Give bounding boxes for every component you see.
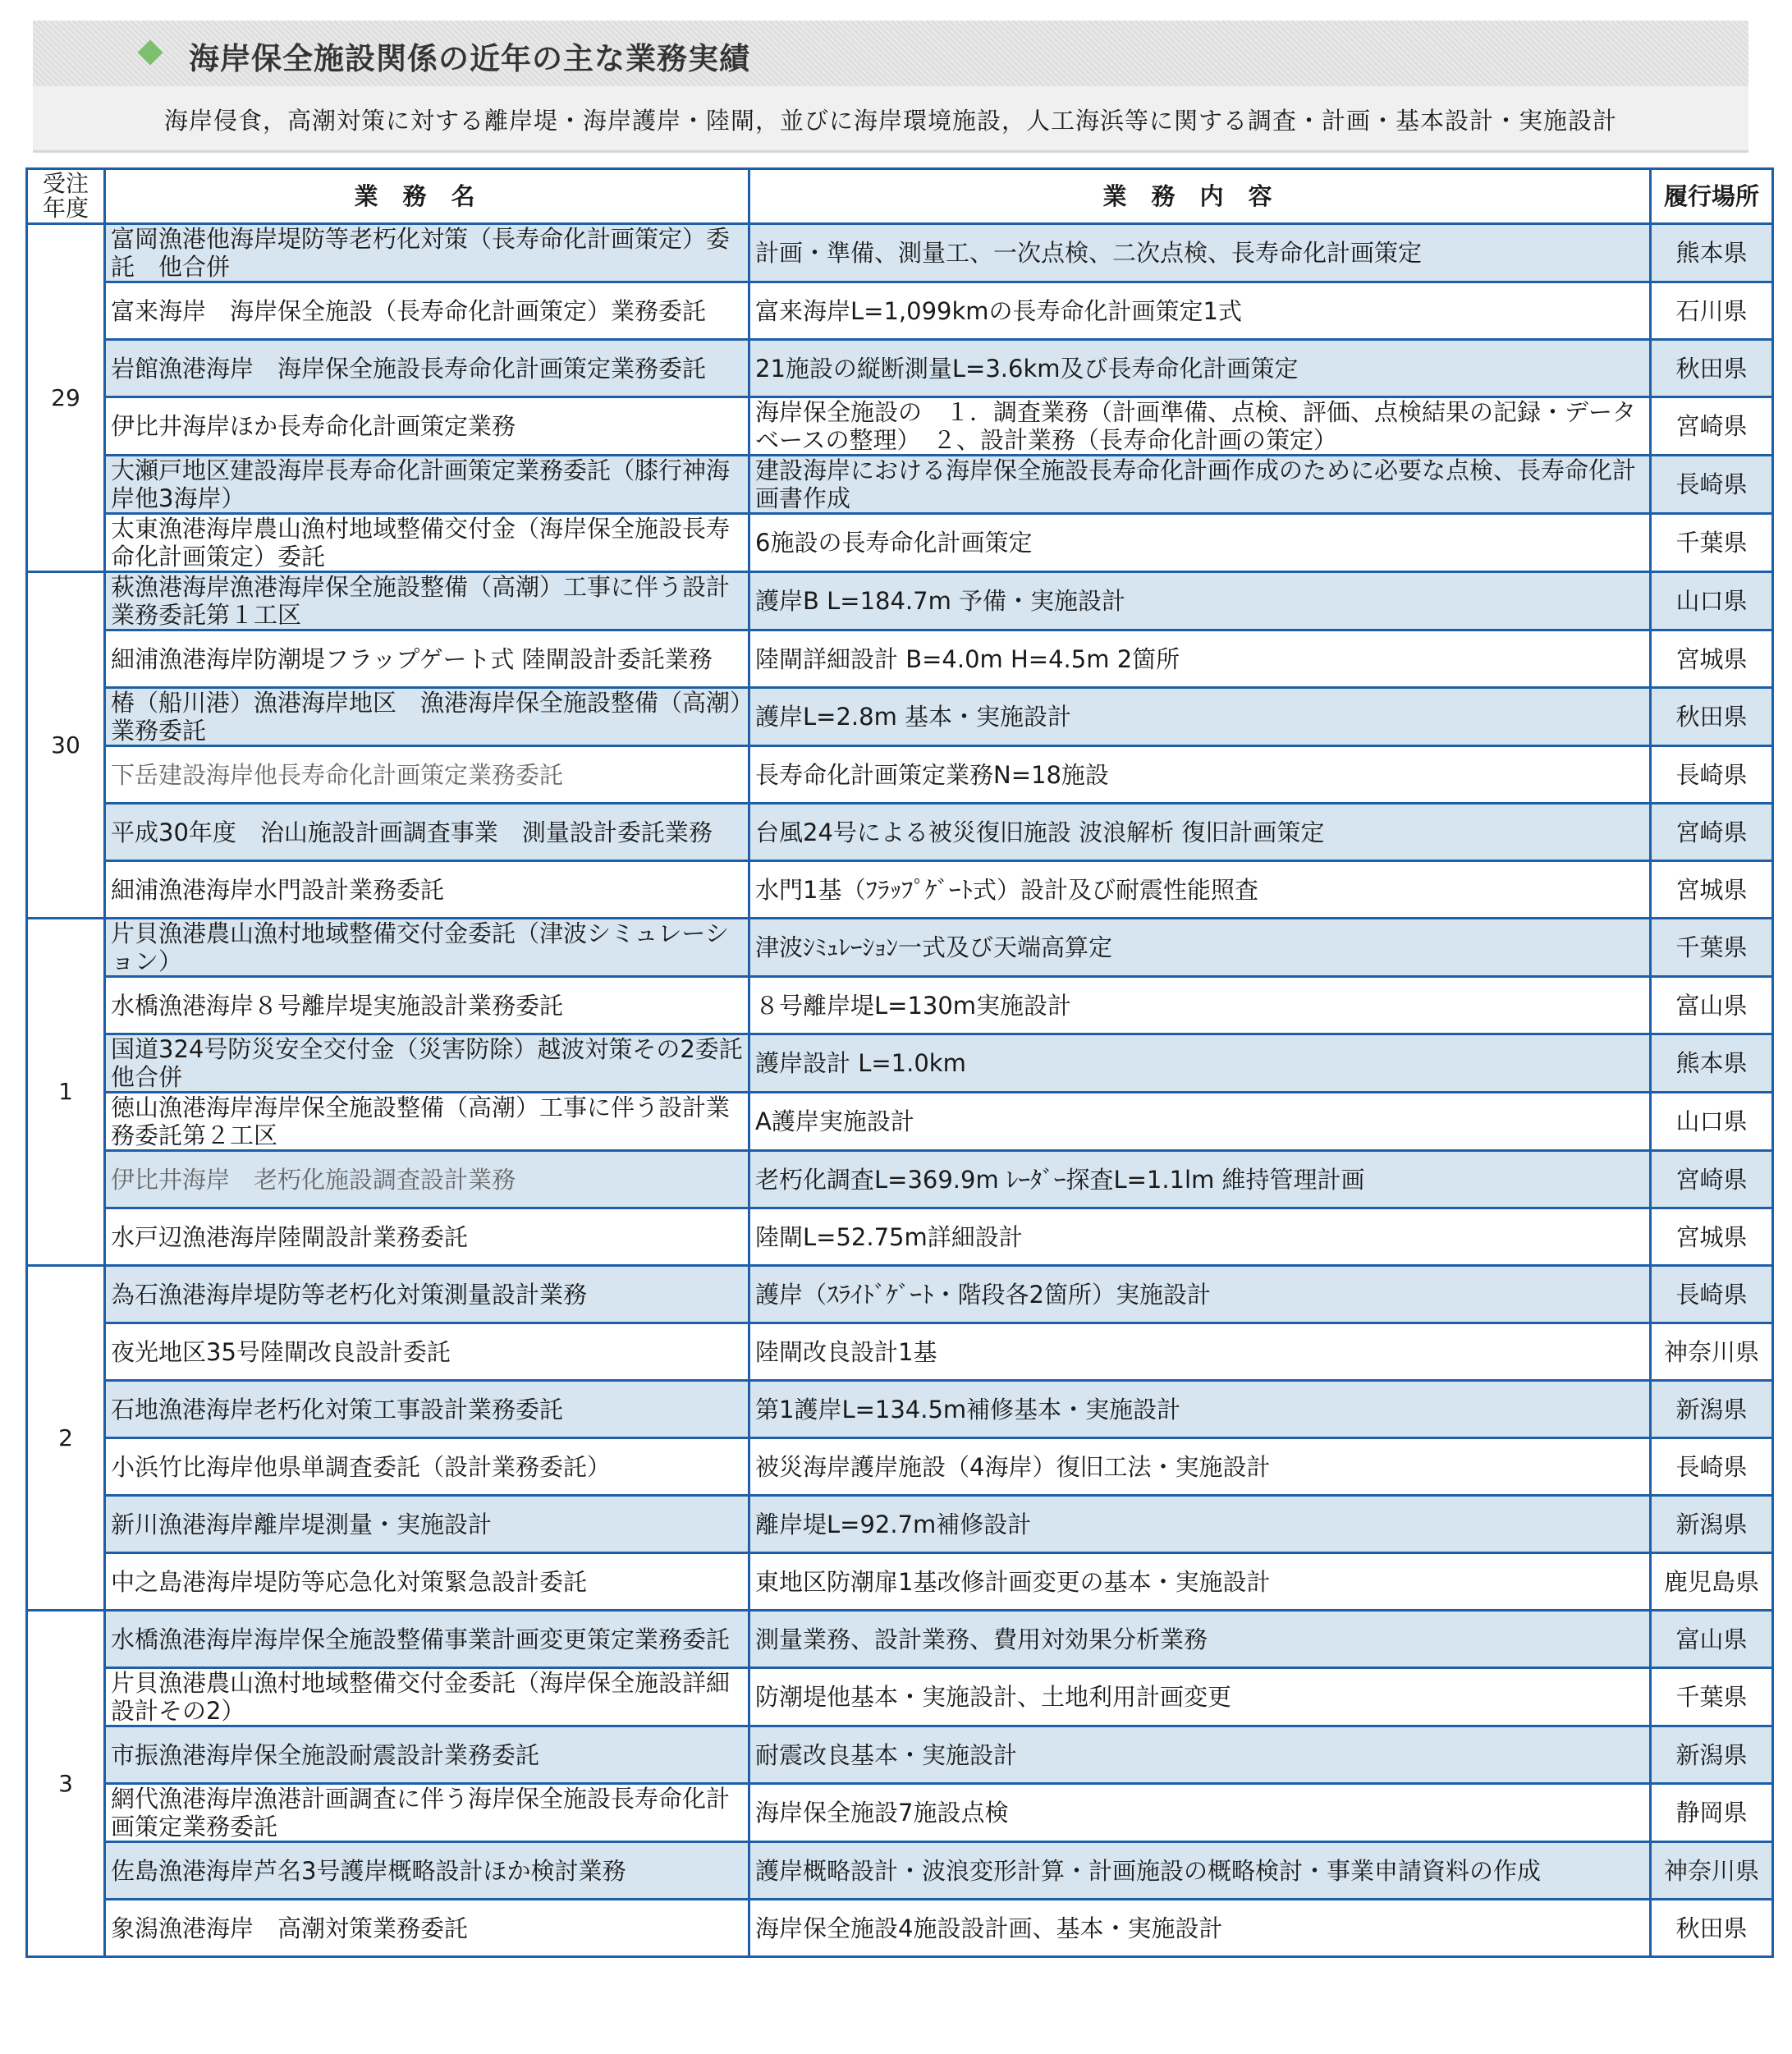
- table-row: [27, 1842, 1773, 1900]
- work-name-cell: 富来海岸 海岸保全施設（長寿命化計画策定）業務委託: [105, 282, 749, 340]
- work-content-cell: 計画・準備、測量工、一次点検、二次点検、長寿命化計画策定: [749, 224, 1651, 282]
- work-name-cell: 水橋漁港海岸海岸保全施設整備事業計画変更策定業務委託: [105, 1611, 749, 1668]
- location-cell: 神奈川県: [1651, 1323, 1773, 1381]
- location-cell: 宮崎県: [1651, 397, 1773, 456]
- work-name-cell: 椿（船川港）漁港海岸地区 漁港海岸保全施設整備（高潮）業務委託: [105, 688, 749, 746]
- location-cell: 新潟県: [1651, 1496, 1773, 1553]
- work-content-cell: 21施設の縦断測量L=3.6km及び長寿命化計画策定: [749, 340, 1651, 397]
- work-name-cell: 平成30年度 治山施設計画調査事業 測量設計委託業務: [105, 804, 749, 861]
- table-row: [27, 572, 1773, 630]
- table-header-row: [27, 169, 1773, 224]
- page-header: [33, 21, 1748, 153]
- location-cell: 富山県: [1651, 977, 1773, 1034]
- table-row: [27, 1726, 1773, 1784]
- work-name-cell: 小浜竹比海岸他県単調査委託（設計業務委託）: [105, 1438, 749, 1496]
- diamond-bullet-icon: [137, 39, 163, 65]
- location-cell: 石川県: [1651, 282, 1773, 340]
- table-row: [27, 919, 1773, 977]
- work-content-cell: 被災海岸護岸施設（4海岸）復旧工法・実施設計: [749, 1438, 1651, 1496]
- work-content-cell: 耐震改良基本・実施設計: [749, 1726, 1651, 1784]
- location-cell: 秋田県: [1651, 688, 1773, 746]
- table-row: [27, 1323, 1773, 1381]
- table-row: [27, 630, 1773, 688]
- table-row: [27, 514, 1773, 572]
- work-name-cell: 片貝漁港農山漁村地域整備交付金委託（津波シミュレーション）: [105, 919, 749, 977]
- work-content-cell: 防潮堤他基本・実施設計、土地利用計画変更: [749, 1668, 1651, 1726]
- location-cell: 熊本県: [1651, 224, 1773, 282]
- work-content-cell: 台風24号による被災復旧施設 波浪解析 復旧計画策定: [749, 804, 1651, 861]
- table-body: [27, 224, 1773, 1957]
- work-name-cell: 岩館漁港海岸 海岸保全施設長寿命化計画策定業務委託: [105, 340, 749, 397]
- work-name-cell: 佐島漁港海岸芦名3号護岸概略設計ほか検討業務: [105, 1842, 749, 1900]
- location-cell: 千葉県: [1651, 514, 1773, 572]
- location-cell: 宮城県: [1651, 861, 1773, 919]
- work-content-cell: 海岸保全施設の １．調査業務（計画準備、点検、評価、点検結果の記録・データベースの整理） ２、設計業務（長寿命化計画の策定）: [749, 397, 1651, 456]
- table-row: [27, 224, 1773, 282]
- work-content-cell: 離岸堤L=92.7m補修設計: [749, 1496, 1651, 1553]
- work-content-cell: 東地区防潮扉1基改修計画変更の基本・実施設計: [749, 1553, 1651, 1611]
- table-row: [27, 1093, 1773, 1151]
- table-row: [27, 1900, 1773, 1957]
- order-year-cell: 30: [27, 572, 105, 919]
- table-row: [27, 746, 1773, 804]
- table-row: [27, 977, 1773, 1034]
- work-content-cell: 護岸概略設計・波浪変形計算・計画施設の概略検討・事業申請資料の作成: [749, 1842, 1651, 1900]
- page-title: 海岸保全施設関係の近年の主な業務実績: [189, 41, 750, 76]
- table-row: [27, 688, 1773, 746]
- location-cell: 長崎県: [1651, 1266, 1773, 1323]
- work-content-cell: A護岸実施設計: [749, 1093, 1651, 1151]
- table-row: [27, 1668, 1773, 1726]
- work-name-cell: 下岳建設海岸他長寿命化計画策定業務委託: [105, 746, 749, 804]
- header-order-year: 受注 年度: [27, 169, 105, 224]
- work-content-cell: 富来海岸L=1,099kmの長寿命化計画策定1式: [749, 282, 1651, 340]
- location-cell: 千葉県: [1651, 1668, 1773, 1726]
- work-name-cell: 萩漁港海岸漁港海岸保全施設整備（高潮）工事に伴う設計業務委託第１工区: [105, 572, 749, 630]
- achievements-table: [25, 167, 1774, 1958]
- table-row: [27, 1266, 1773, 1323]
- work-name-cell: 国道324号防災安全交付金（災害防除）越波対策その2委託他合併: [105, 1034, 749, 1093]
- work-name-cell: 細浦漁港海岸防潮堤フラップゲート式 陸閘設計委託業務: [105, 630, 749, 688]
- work-content-cell: 護岸B L=184.7m 予備・実施設計: [749, 572, 1651, 630]
- table-row: [27, 1208, 1773, 1266]
- work-name-cell: 水橋漁港海岸８号離岸堤実施設計業務委託: [105, 977, 749, 1034]
- table-row: [27, 340, 1773, 397]
- work-name-cell: 細浦漁港海岸水門設計業務委託: [105, 861, 749, 919]
- location-cell: 山口県: [1651, 1093, 1773, 1151]
- table-row: [27, 456, 1773, 514]
- order-year-cell: 1: [27, 919, 105, 1266]
- work-name-cell: 富岡漁港他海岸堤防等老朽化対策（長寿命化計画策定）委託 他合併: [105, 224, 749, 282]
- work-name-cell: 夜光地区35号陸閘改良設計委託: [105, 1323, 749, 1381]
- work-content-cell: 護岸L=2.8m 基本・実施設計: [749, 688, 1651, 746]
- table-row: [27, 804, 1773, 861]
- location-cell: 静岡県: [1651, 1784, 1773, 1842]
- work-content-cell: 測量業務、設計業務、費用対効果分析業務: [749, 1611, 1651, 1668]
- table-row: [27, 1496, 1773, 1553]
- location-cell: 千葉県: [1651, 919, 1773, 977]
- work-content-cell: 津波ｼﾐｭﾚｰｼｮﾝ一式及び天端高算定: [749, 919, 1651, 977]
- location-cell: 新潟県: [1651, 1381, 1773, 1438]
- work-content-cell: 第1護岸L=134.5m補修基本・実施設計: [749, 1381, 1651, 1438]
- work-content-cell: 水門1基（ﾌﾗｯﾌﾟｹﾞｰﾄ式）設計及び耐震性能照査: [749, 861, 1651, 919]
- order-year-cell: 3: [27, 1611, 105, 1957]
- location-cell: 鹿児島県: [1651, 1553, 1773, 1611]
- location-cell: 熊本県: [1651, 1034, 1773, 1093]
- header-location: 履行場所: [1651, 169, 1773, 224]
- work-name-cell: 象潟漁港海岸 高潮対策業務委託: [105, 1900, 749, 1957]
- work-content-cell: ８号離岸堤L=130m実施設計: [749, 977, 1651, 1034]
- location-cell: 長崎県: [1651, 746, 1773, 804]
- location-cell: 宮崎県: [1651, 804, 1773, 861]
- work-content-cell: 海岸保全施設7施設点検: [749, 1784, 1651, 1842]
- work-name-cell: 水戸辺漁港海岸陸閘設計業務委託: [105, 1208, 749, 1266]
- work-name-cell: 大瀬戸地区建設海岸長寿命化計画策定業務委託（膝行神海岸他3海岸）: [105, 456, 749, 514]
- work-content-cell: 陸閘改良設計1基: [749, 1323, 1651, 1381]
- location-cell: 秋田県: [1651, 1900, 1773, 1957]
- location-cell: 長崎県: [1651, 456, 1773, 514]
- location-cell: 秋田県: [1651, 340, 1773, 397]
- table-row: [27, 1553, 1773, 1611]
- location-cell: 新潟県: [1651, 1726, 1773, 1784]
- work-name-cell: 徳山漁港海岸海岸保全施設整備（高潮）工事に伴う設計業務委託第２工区: [105, 1093, 749, 1151]
- work-content-cell: 陸閘L=52.75m詳細設計: [749, 1208, 1651, 1266]
- location-cell: 神奈川県: [1651, 1842, 1773, 1900]
- work-name-cell: 中之島港海岸堤防等応急化対策緊急設計委託: [105, 1553, 749, 1611]
- work-content-cell: 海岸保全施設4施設設計画、基本・実施設計: [749, 1900, 1651, 1957]
- work-name-cell: 伊比井海岸 老朽化施設調査設計業務: [105, 1151, 749, 1208]
- table-row: [27, 1034, 1773, 1093]
- location-cell: 宮崎県: [1651, 1151, 1773, 1208]
- page-subtitle: 海岸侵食，高潮対策に対する離岸堤・海岸護岸・陸閘，並びに海岸環境施設，人工海浜等に関する調査・計画・基本設計・実施設計: [163, 107, 1617, 135]
- order-year-cell: 29: [27, 224, 105, 572]
- work-name-cell: 片貝漁港農山漁村地域整備交付金委託（海岸保全施設詳細設計その2）: [105, 1668, 749, 1726]
- table-row: [27, 397, 1773, 456]
- table-row: [27, 282, 1773, 340]
- location-cell: 宮城県: [1651, 1208, 1773, 1266]
- location-cell: 富山県: [1651, 1611, 1773, 1668]
- work-content-cell: 6施設の長寿命化計画策定: [749, 514, 1651, 572]
- work-name-cell: 石地漁港海岸老朽化対策工事設計業務委託: [105, 1381, 749, 1438]
- table-row: [27, 1151, 1773, 1208]
- work-name-cell: 伊比井海岸ほか長寿命化計画策定業務: [105, 397, 749, 456]
- work-content-cell: 護岸設計 L=1.0km: [749, 1034, 1651, 1093]
- title-bar: [33, 21, 1748, 86]
- header-work-name: 業務名: [105, 169, 749, 224]
- work-content-cell: 老朽化調査L=369.9m ﾚｰﾀﾞｰ探査L=1.1lm 維持管理計画: [749, 1151, 1651, 1208]
- work-name-cell: 太東漁港海岸農山漁村地域整備交付金（海岸保全施設長寿命化計画策定）委託: [105, 514, 749, 572]
- location-cell: 長崎県: [1651, 1438, 1773, 1496]
- work-content-cell: 長寿命化計画策定業務N=18施設: [749, 746, 1651, 804]
- table-row: [27, 1784, 1773, 1842]
- work-name-cell: 新川漁港海岸離岸堤測量・実施設計: [105, 1496, 749, 1553]
- work-name-cell: 市振漁港海岸保全施設耐震設計業務委託: [105, 1726, 749, 1784]
- location-cell: 山口県: [1651, 572, 1773, 630]
- work-content-cell: 護岸（ｽﾗｲﾄﾞｹﾞｰﾄ・階段各2箇所）実施設計: [749, 1266, 1651, 1323]
- work-name-cell: 為石漁港海岸堤防等老朽化対策測量設計業務: [105, 1266, 749, 1323]
- work-name-cell: 網代漁港海岸漁港計画調査に伴う海岸保全施設長寿命化計画策定業務委託: [105, 1784, 749, 1842]
- work-content-cell: 陸閘詳細設計 B=4.0m H=4.5m 2箇所: [749, 630, 1651, 688]
- table-row: [27, 1611, 1773, 1668]
- order-year-cell: 2: [27, 1266, 105, 1611]
- table-row: [27, 1381, 1773, 1438]
- work-content-cell: 建設海岸における海岸保全施設長寿命化計画作成のために必要な点検、長寿命化計画書作成: [749, 456, 1651, 514]
- table-row: [27, 1438, 1773, 1496]
- header-work-content: 業務内容: [749, 169, 1651, 224]
- location-cell: 宮城県: [1651, 630, 1773, 688]
- table-row: [27, 861, 1773, 919]
